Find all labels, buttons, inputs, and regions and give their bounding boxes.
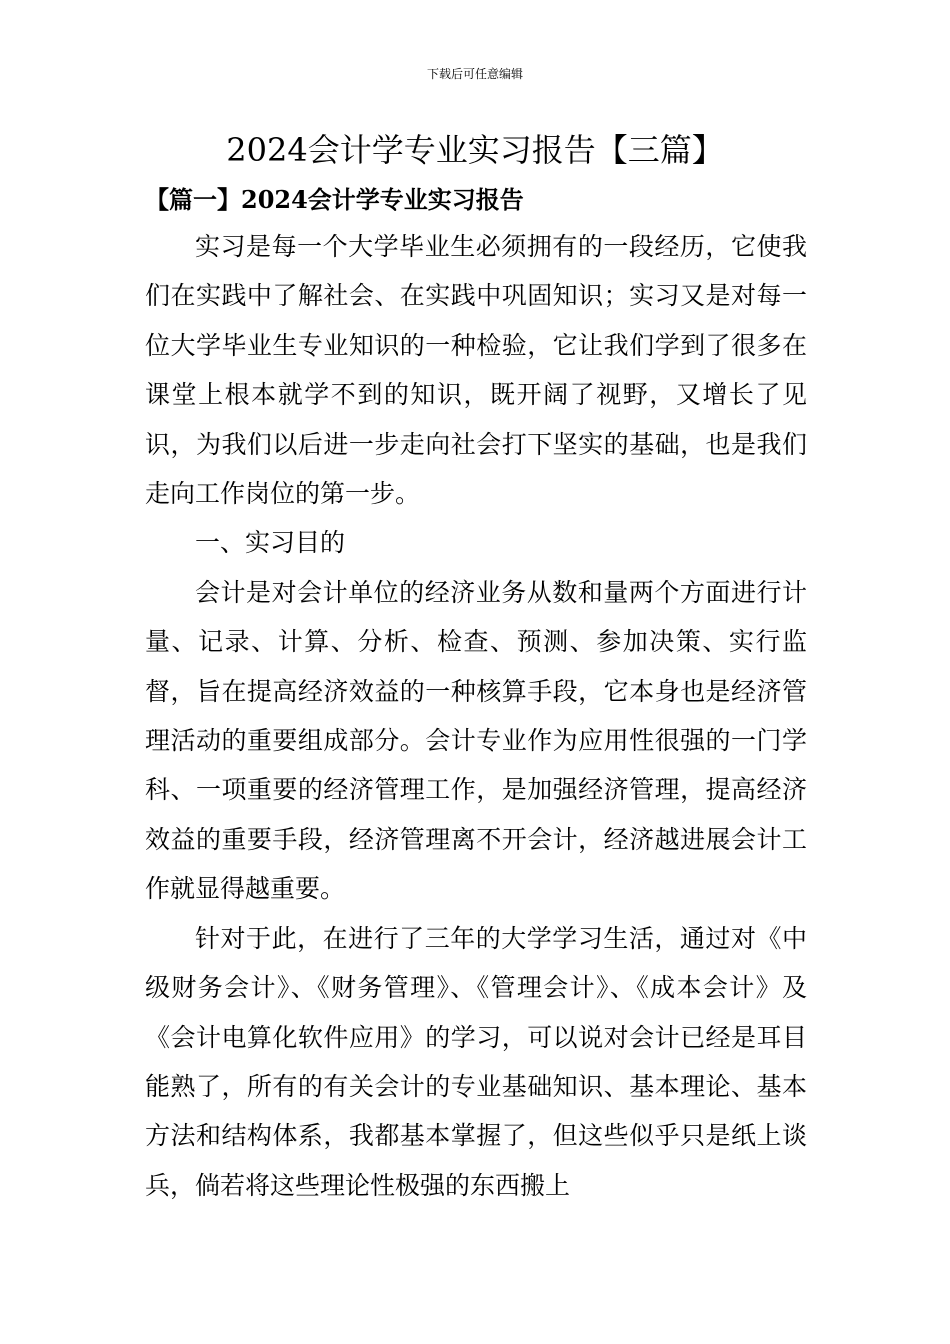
paragraph-accounting-definition: 会计是对会计单位的经济业务从数和量两个方面进行计量、记录、计算、分析、检查、预测、参加决策、实行监督，旨在提高经济效益的一种核算手段，它本身也是经济管理活动的重要组成部分。会计专业作为应用性很强的一门学科、一项重要的经济管理工作，是加强经济管理，提高经济效益的重要手段，经济管理离不开会计，经济越进展会计工作就显得越重要。	[145, 577, 807, 904]
subheading-internship-purpose: 一、实习目的	[195, 528, 346, 558]
header-note: 下载后可任意编辑	[426, 67, 523, 81]
paragraph-intro: 实习是每一个大学毕业生必须拥有的一段经历，它使我们在实践中了解社会、在实践中巩固知识；实习又是对每一位大学毕业生专业知识的一种检验，它让我们学到了很多在课堂上根本就学不到的知识，既开阔了视野，又增长了见识，为我们以后进一步走向社会打下坚实的基础，也是我们走向工作岗位的第一步。	[145, 232, 807, 509]
paragraph-study-background: 针对于此，在进行了三年的大学学习生活，通过对《中级财务会计》、《财务管理》、《管理会计》、《成本会计》及《会计电算化软件应用》的学习，可以说对会计已经是耳目能熟了，所有的有关会计的专业基础知识、基本理论、基本方法和结构体系，我都基本掌握了，但这些似乎只是纸上谈兵，倘若将这些理论性极强的东西搬上	[145, 923, 807, 1200]
section-heading: 【篇一】2024会计学专业实习报告	[145, 185, 524, 214]
document-title: 2024会计学专业实习报告【三篇】	[226, 131, 724, 169]
document-body	[145, 222, 807, 1210]
